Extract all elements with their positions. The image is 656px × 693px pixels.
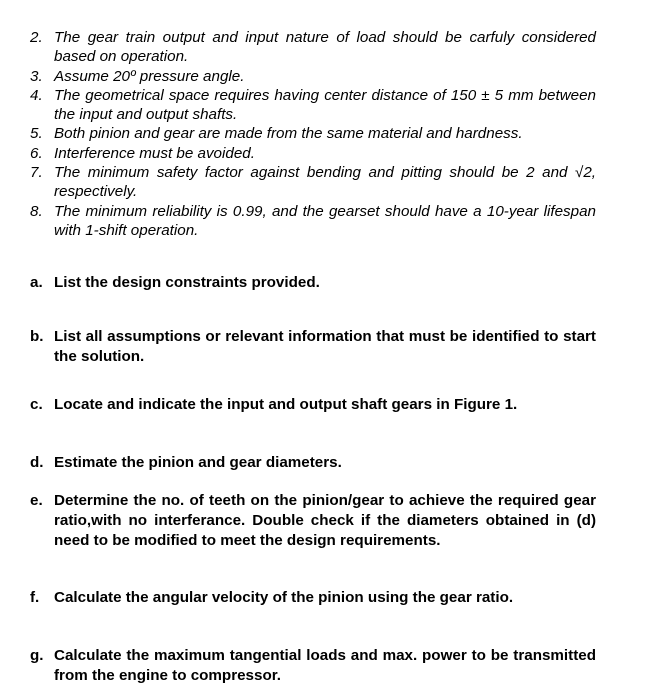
constraint-item: [30, 163, 596, 202]
constraint-text: The geometrical space requires having center distance of 150 ± 5 mm between the input and output shafts.: [54, 86, 596, 124]
question-f: [30, 588, 596, 608]
question-letter: a.: [30, 274, 43, 291]
constraint-item: [30, 144, 596, 163]
question-text: List the design constraints provided.: [54, 274, 320, 291]
constraint-item: [30, 202, 596, 241]
question-letter: d.: [30, 454, 44, 471]
question-letter: f.: [30, 589, 40, 606]
constraint-text: Both pinion and gear are made from the same material and hardness.: [54, 125, 523, 143]
constraint-text: Interference must be avoided.: [54, 144, 255, 162]
constraint-number: 6.: [30, 144, 43, 162]
question-text: Calculate the maximum tangential loads and max. power to be transmitted from the engine to compressor.: [54, 647, 596, 684]
question-c: [30, 395, 596, 415]
constraint-text: The gear train output and input nature of load should be carfuly considered based on operation.: [54, 29, 596, 66]
question-g: [30, 646, 596, 686]
constraint-text: The minimum safety factor against bending and pitting should be 2 and √2, respectively.: [54, 164, 596, 201]
question-e: [30, 491, 596, 551]
constraint-number: 3.: [30, 67, 43, 85]
constraints-list: [30, 28, 596, 240]
constraint-text: Assume 20º pressure angle.: [54, 67, 245, 85]
question-letter: e.: [30, 492, 43, 509]
constraint-number: 7.: [30, 164, 43, 182]
question-text: Determine the no. of teeth on the pinion/gear to achieve the required gear ratio,with no interferance. Double check if the diameters obtained in (d) need to be modified to meet the design requirements.: [54, 492, 596, 549]
question-text: Locate and indicate the input and output shaft gears in Figure 1.: [54, 396, 518, 413]
question-text: List all assumptions or relevant information that must be identified to start the solution.: [54, 328, 596, 365]
constraint-item: [30, 28, 596, 67]
constraint-number: 5.: [30, 125, 43, 143]
constraint-item: [30, 86, 596, 125]
constraint-number: 4.: [30, 86, 43, 104]
question-letter: c.: [30, 396, 43, 413]
question-text: Estimate the pinion and gear diameters.: [54, 454, 342, 471]
constraint-item: [30, 67, 596, 86]
question-d: [30, 453, 596, 473]
question-a: [30, 273, 596, 293]
constraint-number: 8.: [30, 202, 43, 220]
question-letter: b.: [30, 328, 44, 345]
question-text: Calculate the angular velocity of the pinion using the gear ratio.: [54, 589, 514, 606]
constraint-item: [30, 124, 596, 143]
constraint-number: 2.: [30, 29, 43, 46]
question-letter: g.: [30, 647, 44, 664]
question-b: [30, 327, 596, 367]
constraint-text: The minimum reliability is 0.99, and the gearset should have a 10-year lifespan with 1-shift operation.: [54, 202, 596, 239]
